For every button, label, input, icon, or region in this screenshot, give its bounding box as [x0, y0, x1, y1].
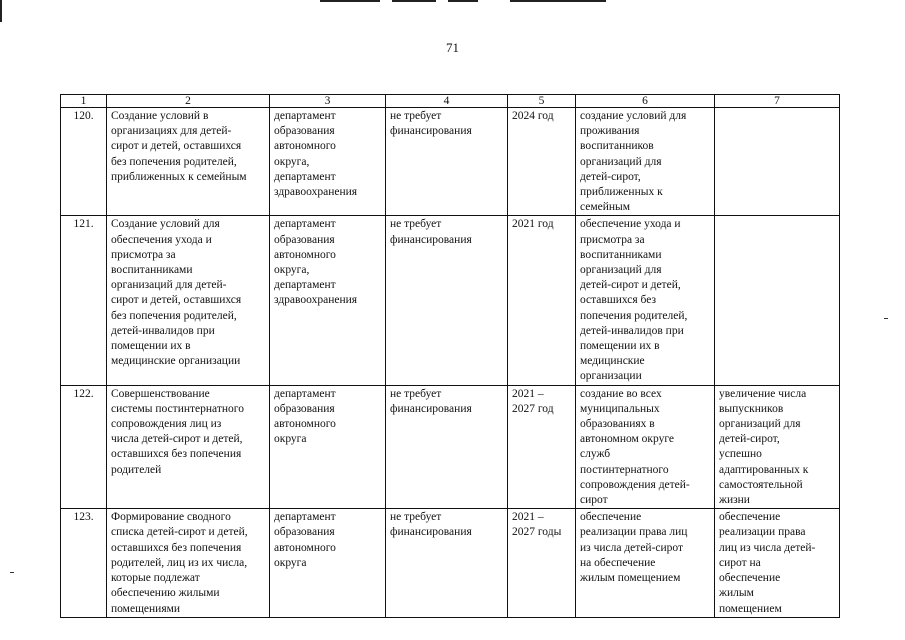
- implementation-period: 2024 год: [508, 108, 576, 216]
- expected-result: обеспечение реализации права лиц из числа детей-сирот на обеспечение жилым помещением: [576, 509, 715, 617]
- financing-source: не требует финансирования: [386, 216, 508, 385]
- indicator: обеспечение реализации права лиц из числа детей- сирот на обеспечение жилым помещением: [715, 509, 840, 617]
- column-header: 1: [61, 95, 107, 108]
- financing-source: не требует финансирования: [386, 385, 508, 509]
- financing-source: не требует финансирования: [386, 509, 508, 617]
- measures-table: [60, 94, 840, 618]
- implementation-period: 2021 – 2027 год: [508, 385, 576, 509]
- page-number: 71: [446, 40, 459, 55]
- financing-source: не требует финансирования: [386, 108, 508, 216]
- row-number: 123.: [61, 509, 107, 617]
- indicator: [715, 108, 840, 216]
- measure-name: Совершенствование системы постинтернатного сопровождения лиц из числа детей-сирот и детей, оставшихся без попечения родителей: [107, 385, 270, 509]
- column-header: 7: [715, 95, 840, 108]
- measure-name: Формирование сводного списка детей-сирот и детей, оставшихся без попечения родителей, лиц из их числа, которые подлежат обеспечению жилыми помещениями: [107, 509, 270, 617]
- row-number: 122.: [61, 385, 107, 509]
- indicator: увеличение числа выпускников организаций для детей-сирот, успешно адаптированных к самостоятельной жизни: [715, 385, 840, 509]
- expected-result: создание во всех муниципальных образованиях в автономном округе служб постинтернатного сопровождения детей- сирот: [576, 385, 715, 509]
- row-number: 120.: [61, 108, 107, 216]
- expected-result: создание условий для проживания воспитанников организаций для детей-сирот, приближенных к семейным: [576, 108, 715, 216]
- table-header-row: [61, 95, 840, 108]
- column-header: 6: [576, 95, 715, 108]
- expected-result: обеспечение ухода и присмотра за воспитанниками организаций для детей-сирот и детей, оставшихся без попечения родителей, детей-инвалидов при помещении их в медицинские организации: [576, 216, 715, 385]
- executor: департамент образования автономного округа, департамент здравоохранения: [270, 108, 386, 216]
- row-number: 121.: [61, 216, 107, 385]
- column-header: 5: [508, 95, 576, 108]
- scan-speck: [10, 572, 14, 573]
- table-row: [61, 509, 840, 617]
- measure-name: Создание условий в организациях для детей- сирот и детей, оставшихся без попечения родителей, приближенных к семейным: [107, 108, 270, 216]
- column-header: 2: [107, 95, 270, 108]
- scan-top-marks: [0, 0, 905, 6]
- table-row: [61, 216, 840, 385]
- implementation-period: 2021 год: [508, 216, 576, 385]
- executor: департамент образования автономного округа: [270, 509, 386, 617]
- implementation-period: 2021 – 2027 годы: [508, 509, 576, 617]
- scan-speck: [884, 318, 888, 319]
- executor: департамент образования автономного округа, департамент здравоохранения: [270, 216, 386, 385]
- table-row: [61, 385, 840, 509]
- executor: департамент образования автономного округа: [270, 385, 386, 509]
- column-header: 3: [270, 95, 386, 108]
- measure-name: Создание условий для обеспечения ухода и присмотра за воспитанниками организаций для детей- сирот и детей, оставшихся без попечения родителей, детей-инвалидов при помещении их в медицинские организации: [107, 216, 270, 385]
- indicator: [715, 216, 840, 385]
- table-row: [61, 108, 840, 216]
- column-header: 4: [386, 95, 508, 108]
